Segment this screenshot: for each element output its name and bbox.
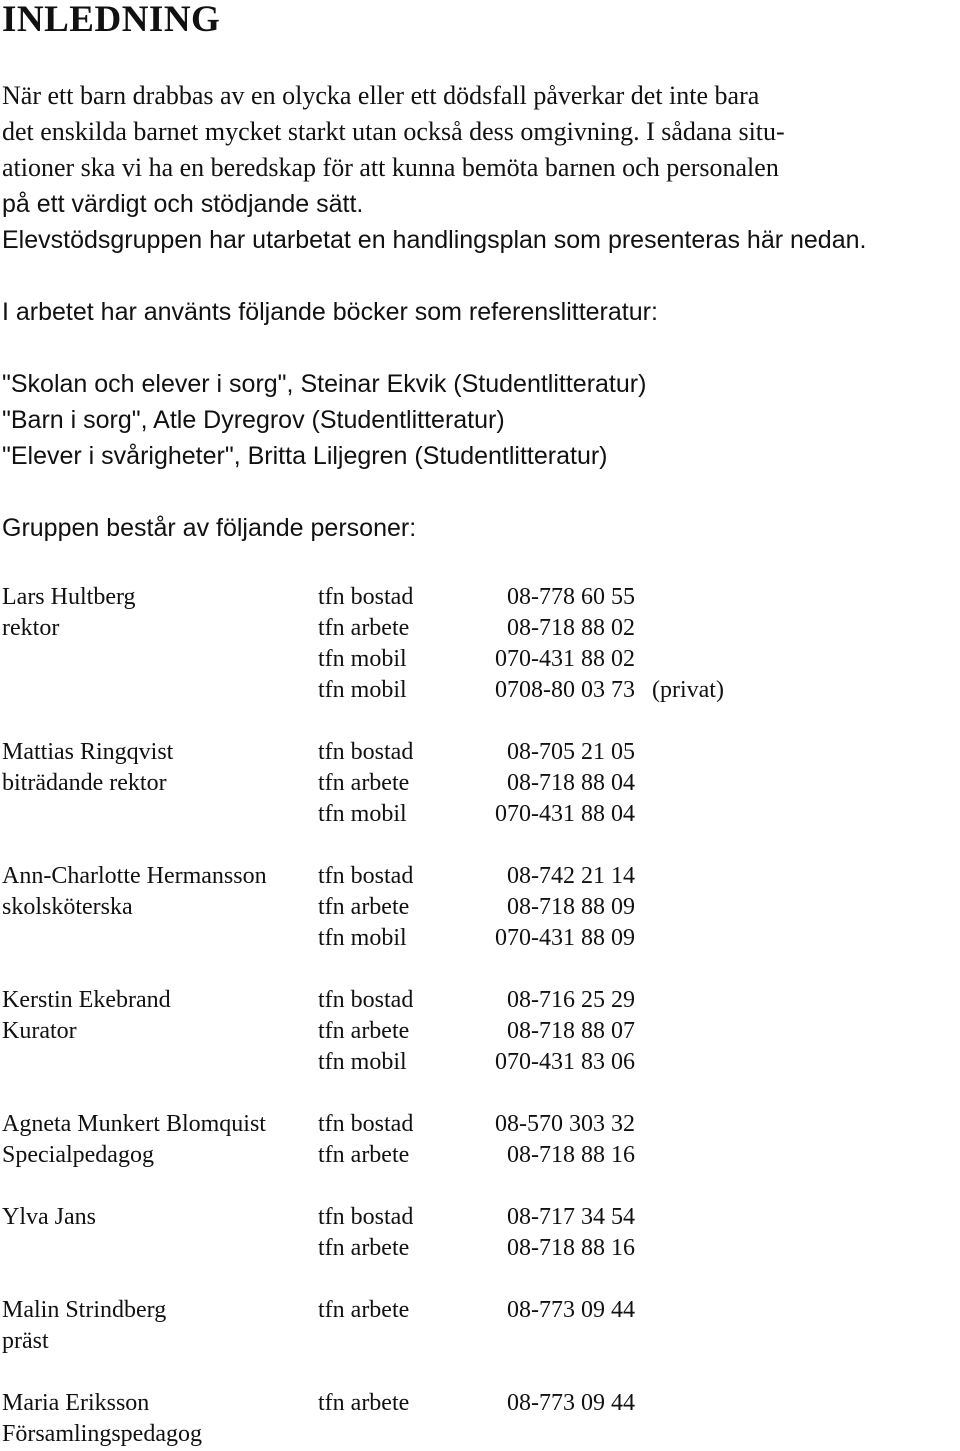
phone-number: 08-773 09 44 <box>507 1390 635 1416</box>
phone-number: 08-773 09 44 <box>507 1297 635 1323</box>
phone-type: tfn arbete <box>318 770 410 796</box>
phone-type: tfn arbete <box>318 1235 410 1261</box>
phone-type: tfn arbete <box>318 1018 410 1044</box>
contact-label: Lars Hultberg <box>2 584 136 610</box>
phone-number: 070-431 83 06 <box>495 1049 635 1075</box>
phone-type: tfn arbete <box>318 1390 410 1416</box>
phone-type: tfn arbete <box>318 894 410 920</box>
phone-type: tfn mobil <box>318 925 407 951</box>
contact-label: rektor <box>2 615 60 641</box>
phone-type: tfn bostad <box>318 739 414 765</box>
contact-label: Kurator <box>2 1018 77 1044</box>
intro-paragraph <box>2 78 952 258</box>
phone-number: 08-778 60 55 <box>507 584 635 610</box>
phone-number: 08-718 88 07 <box>507 1018 635 1044</box>
contact-label: Maria Eriksson <box>2 1390 150 1416</box>
contact-label: skolsköterska <box>2 894 133 920</box>
contact-label: präst <box>2 1328 49 1354</box>
phone-type: tfn bostad <box>318 1204 414 1230</box>
phone-type: tfn bostad <box>318 863 414 889</box>
contact-label: Församlingspedagog <box>2 1421 202 1447</box>
phone-number: 08-717 34 54 <box>507 1204 635 1230</box>
intro-line: det enskilda barnet mycket starkt utan också dess omgivning. I sådana situ- <box>2 117 785 146</box>
references-lead: I arbetet har använts följande böcker som referenslitteratur: <box>2 298 658 326</box>
phone-type: tfn arbete <box>318 615 410 641</box>
page-title: INLEDNING <box>2 0 221 40</box>
phone-number: 08-718 88 09 <box>507 894 635 920</box>
phone-number: 070-431 88 09 <box>495 925 635 951</box>
phone-number: 070-431 88 02 <box>495 646 635 672</box>
intro-line: När ett barn drabbas av en olycka eller ett dödsfall påverkar det inte bara <box>2 81 760 110</box>
phone-number: 08-718 88 04 <box>507 770 635 796</box>
phone-type: tfn mobil <box>318 801 407 827</box>
contact-label: Agneta Munkert Blomquist <box>2 1111 266 1137</box>
phone-number: 08-718 88 16 <box>507 1142 635 1168</box>
intro-line: ationer ska vi ha en beredskap för att kunna bemöta barnen och personalen <box>2 153 779 182</box>
phone-type: tfn arbete <box>318 1142 410 1168</box>
intro-line: på ett värdigt och stödjande sätt. <box>2 190 364 218</box>
book-item: "Barn i sorg", Atle Dyregrov (Studentlitteratur) <box>2 406 505 434</box>
phone-type: tfn bostad <box>318 1111 414 1137</box>
contact-label: Mattias Ringqvist <box>2 739 174 765</box>
contact-label: Ylva Jans <box>2 1204 96 1230</box>
phone-type: tfn bostad <box>318 584 414 610</box>
phone-type: tfn mobil <box>318 677 407 703</box>
phone-type: tfn mobil <box>318 646 407 672</box>
phone-type: tfn bostad <box>318 987 414 1013</box>
phone-number: 070-431 88 04 <box>495 801 635 827</box>
intro-line: Elevstödsgruppen har utarbetat en handlingsplan som presenteras här nedan. <box>2 226 867 254</box>
phone-number: 08-718 88 16 <box>507 1235 635 1261</box>
phone-type: tfn mobil <box>318 1049 407 1075</box>
book-item: "Elever i svårigheter", Britta Liljegren (Studentlitteratur) <box>2 442 608 470</box>
phone-number: 08-716 25 29 <box>507 987 635 1013</box>
phone-number: 08-742 21 14 <box>507 863 635 889</box>
contact-label: Specialpedagog <box>2 1142 154 1168</box>
phone-number: 08-705 21 05 <box>507 739 635 765</box>
contact-label: Malin Strindberg <box>2 1297 167 1323</box>
contact-label: Kerstin Ekebrand <box>2 987 171 1013</box>
contact-label: biträdande rektor <box>2 770 167 796</box>
book-list <box>2 366 646 474</box>
phone-note: (privat) <box>652 677 724 703</box>
group-lead: Gruppen består av följande personer: <box>2 514 417 542</box>
book-item: "Skolan och elever i sorg", Steinar Ekvik (Studentlitteratur) <box>2 370 647 398</box>
phone-number: 08-570 303 32 <box>495 1111 635 1137</box>
phone-number: 08-718 88 02 <box>507 615 635 641</box>
phone-type: tfn arbete <box>318 1297 410 1323</box>
phone-number: 0708-80 03 73 <box>495 677 635 703</box>
contact-label: Ann-Charlotte Hermansson <box>2 863 267 889</box>
